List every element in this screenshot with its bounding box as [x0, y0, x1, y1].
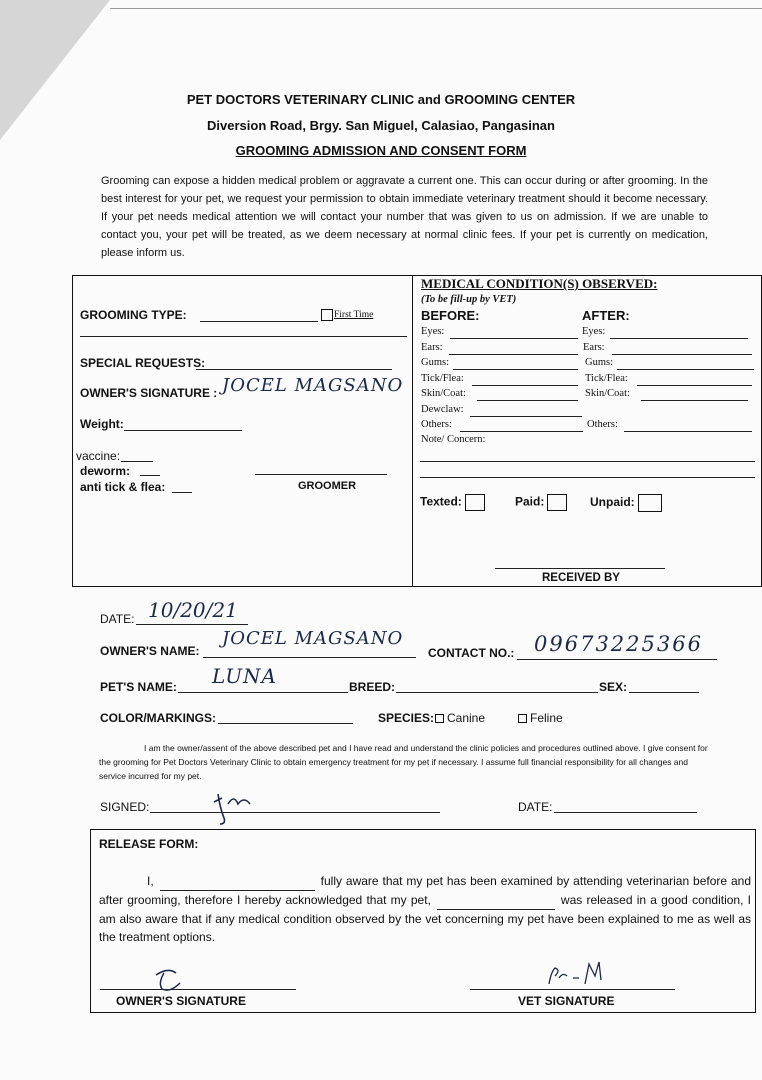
after-tick-label: Tick/Flea:	[585, 373, 628, 384]
before-dewclaw-field[interactable]	[470, 416, 582, 417]
groomer-signature-line[interactable]	[255, 474, 387, 475]
owner-name-field[interactable]	[203, 657, 416, 658]
texted-text: Texted:	[420, 494, 462, 509]
anti-tick-field[interactable]	[172, 492, 192, 493]
before-dewclaw-label: Dewclaw:	[421, 404, 464, 415]
after-gums-field[interactable]	[617, 369, 754, 370]
texted-label	[420, 494, 485, 511]
after-skin-field[interactable]	[641, 400, 748, 401]
release-title: RELEASE FORM:	[99, 837, 199, 851]
groomer-label: GROOMER	[298, 480, 357, 492]
pet-name-handwriting: LUNA	[212, 664, 277, 688]
clinic-address: Diversion Road, Brgy. San Miguel, Calasiao, Pangasinan	[207, 118, 555, 133]
special-requests-label: SPECIAL REQUESTS:	[80, 356, 206, 370]
breed-label: BREED:	[349, 680, 396, 694]
before-tick-label: Tick/Flea:	[421, 373, 464, 384]
release-i: I,	[147, 874, 154, 888]
unpaid-text: Unpaid:	[590, 495, 635, 510]
feline-label: Feline	[530, 711, 563, 725]
release-owner-signature-line[interactable]	[100, 989, 296, 990]
received-by-line[interactable]	[495, 568, 665, 569]
vaccine-label: vaccine:	[76, 449, 121, 463]
form-title: GROOMING ADMISSION AND CONSENT FORM	[235, 143, 527, 158]
contact-label: CONTACT NO.:	[428, 646, 515, 660]
before-skin-label: Skin/Coat:	[421, 388, 466, 399]
release-owner-signature	[150, 965, 190, 997]
vaccine-field[interactable]	[121, 461, 153, 462]
after-ears-label: Ears:	[583, 342, 605, 353]
contact-handwriting: 09673225366	[534, 632, 703, 656]
before-others-label: Others:	[421, 419, 452, 430]
date-field[interactable]	[136, 624, 248, 625]
anti-tick-label: anti tick & flea:	[80, 480, 166, 494]
deworm-field[interactable]	[140, 475, 160, 476]
after-eyes-label: Eyes:	[582, 326, 606, 337]
sex-field[interactable]	[629, 692, 699, 693]
before-heading: BEFORE:	[421, 308, 480, 323]
after-gums-label: Gums:	[585, 357, 614, 368]
before-gums-label: Gums:	[421, 357, 450, 368]
color-field[interactable]	[218, 723, 353, 724]
after-tick-field[interactable]	[637, 385, 752, 386]
color-label: COLOR/MARKINGS:	[100, 711, 216, 725]
feline-checkbox[interactable]	[518, 714, 527, 723]
before-ears-field[interactable]	[449, 354, 578, 355]
intro-paragraph: Grooming can expose a hidden medical problem or aggravate a current one. This can occur during or after grooming. In the best interest for your pet, we request your permission to obtain immediate veterinary treatment should it become necessary. If your pet needs medical attention we will contact your number that was given to us on admission. If we are unable to contact you, your pet will be treated, as we deem necessary at normal clinic fees. If your pet is currently on medication, please inform us.	[101, 175, 708, 259]
signed-date-label: DATE:	[518, 800, 553, 814]
release-vet-signature	[545, 958, 615, 988]
contact-field[interactable]	[517, 659, 717, 660]
signed-date-field[interactable]	[554, 812, 697, 813]
owner-name-handwriting: JOCEL MAGSANO	[222, 628, 404, 649]
canine-label: Canine	[447, 711, 486, 725]
deworm-label: deworm:	[80, 464, 131, 478]
medical-subtitle: (To be fill-up by VET)	[421, 294, 517, 305]
note-line-2[interactable]	[420, 477, 755, 478]
weight-label: Weight:	[80, 417, 124, 431]
release-pet-name-field[interactable]	[437, 891, 555, 910]
before-gums-field[interactable]	[453, 369, 578, 370]
release-vet-signature-line[interactable]	[470, 989, 675, 990]
signed-signature	[210, 788, 260, 828]
sex-label: SEX:	[599, 680, 628, 694]
received-by-label: RECEIVED BY	[542, 572, 620, 584]
after-others-label: Others:	[587, 419, 618, 430]
note-line-1[interactable]	[420, 461, 755, 462]
signed-field[interactable]	[150, 812, 440, 813]
release-text-1: fully aware that my pet has been examined by attending veterinarian before and after grooming, therefore I hereby acknowledged that my pet,	[99, 874, 751, 907]
special-requests-field[interactable]	[196, 369, 392, 370]
consent-paragraph	[99, 741, 709, 783]
owner-signature-handwriting: JOCEL MAGSANO	[222, 375, 404, 396]
before-others-field[interactable]	[460, 431, 583, 432]
signed-label: SIGNED:	[100, 800, 150, 814]
texted-checkbox[interactable]	[465, 494, 485, 511]
before-eyes-label: Eyes:	[421, 326, 445, 337]
breed-field[interactable]	[396, 692, 598, 693]
release-vet-signature-label: VET SIGNATURE	[518, 994, 615, 1008]
canine-checkbox[interactable]	[435, 714, 444, 723]
consent-text: I am the owner/assent of the above described pet and I have read and understand the clinic policies and procedures outlined above. I give consent for the grooming for Pet Doctors Veterinary Clinic to obtain emergency treatment for my pet if necessary. I assume full financial responsibility for all changes and service incurred for my pet.	[99, 743, 708, 781]
weight-field[interactable]	[124, 430, 242, 431]
after-eyes-field[interactable]	[610, 338, 748, 339]
before-eyes-field[interactable]	[450, 338, 578, 339]
before-tick-field[interactable]	[472, 385, 578, 386]
date-handwriting: 10/20/21	[148, 598, 238, 622]
after-others-field[interactable]	[624, 431, 752, 432]
paid-text: Paid:	[515, 494, 545, 509]
grooming-type-field[interactable]	[200, 321, 318, 322]
medical-title: MEDICAL CONDITION(S) OBSERVED:	[421, 276, 658, 291]
clinic-name: PET DOCTORS VETERINARY CLINIC and GROOMING CENTER	[186, 92, 576, 107]
first-time-label: First Time	[334, 310, 374, 320]
before-ears-label: Ears:	[421, 342, 443, 353]
before-skin-field[interactable]	[477, 400, 578, 401]
unpaid-label	[590, 494, 662, 512]
after-skin-label: Skin/Coat:	[585, 388, 630, 399]
paid-checkbox[interactable]	[547, 494, 567, 511]
note-label: Note/ Concern:	[421, 434, 486, 445]
grooming-type-label: GROOMING TYPE:	[80, 308, 187, 322]
unpaid-checkbox[interactable]	[638, 494, 662, 512]
grooming-type-line-2[interactable]	[80, 336, 407, 337]
owner-name-label: OWNER'S NAME:	[100, 644, 200, 658]
date-label: DATE:	[100, 612, 135, 626]
pet-name-label: PET'S NAME:	[100, 680, 177, 694]
release-text-2: was released in a good condition, I am also aware that if any medical condition observed by the vet concerning my pet have been explained to me as well as the treatment options.	[99, 893, 751, 944]
release-paragraph	[99, 872, 751, 946]
species-label: SPECIES:	[378, 711, 435, 725]
first-time-checkbox[interactable]	[321, 309, 333, 321]
owner-signature-label: OWNER'S SIGNATURE :	[80, 386, 218, 400]
pet-name-field[interactable]	[178, 692, 348, 693]
page-edge	[110, 8, 762, 9]
after-heading: AFTER:	[582, 308, 630, 323]
release-owner-signature-label: OWNER'S SIGNATURE	[116, 994, 246, 1008]
after-ears-field[interactable]	[612, 354, 752, 355]
paid-label	[515, 494, 567, 511]
release-owner-name-field[interactable]	[160, 872, 315, 891]
